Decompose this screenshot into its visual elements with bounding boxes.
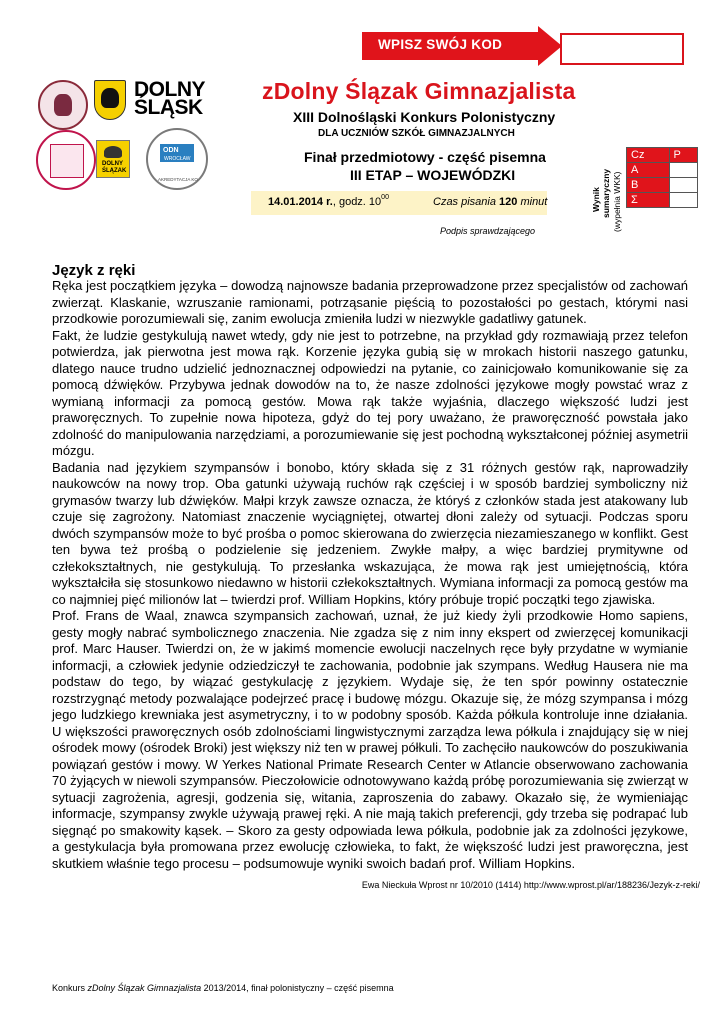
figure-icon — [50, 144, 84, 178]
score-cell-a[interactable] — [669, 163, 697, 178]
minutes-sup: 00 — [381, 194, 389, 201]
mascot-icon — [104, 146, 122, 158]
score-col-p: P — [669, 148, 697, 163]
score-col-cz: Cz — [627, 148, 670, 163]
paragraph: Badania nad językiem szympansów i bonobo, który składa się z 31 różnych gestów rąk, naprowadziły naukowców na nowy trop. Oba gatunki używają ruchów rąk częściej i w sposób bardziej symboliczny niż grymasów twarzy lub dźwięków. Małpi krzyk zawsze oznacza, że któryś z członków stada jest atakowany lub czuje się zagrożony. Natomiast znaczenie wyciągniętej, otwartej dłoni zależy od sytuacji. Podczas sporu dwóch szympansów może to być prośba o pomoc skierowana do zwierzęcia niezamieszanego w konflikt. Gest ten bywa też prośbą o podzielenie się jedzeniem. Zwykłe małpy, a więc bardziej prymitywne od człekokształtnych, nie gestykulują. To przesłanka wskazująca, że mowa rąk jest umiejętnością, która wykształciła się stosunkowo niedawno w historii człekokształtnych. Wymiana informacji za pomocą gestów ma co najmniej pięć milionów lat – twierdzi prof. William Hopkins, który próbuje tropić początki tego zjawiska. — [52, 459, 688, 607]
score-cell-b[interactable] — [669, 178, 697, 193]
code-input-box[interactable] — [560, 33, 684, 65]
exam-date — [268, 196, 389, 208]
odn-text: ODN — [163, 147, 179, 154]
score-label-line1: Wynik — [591, 187, 601, 212]
dolny-slazak-line2: ŚLĄZAK — [102, 168, 127, 174]
paragraph: Prof. Frans de Waal, znawca szympansich zachowań, uznał, że już kiedy żyli przodkowie Homo sapiens, gesty mogły nabrać symbolicznego znaczenia. Nie zgadza się z nim inny ekspert od zwierzęcej komunikacji prof. Marc Hauser. Twierdzi on, że w jakimś momencie ewolucji naczelnych ręce były przydatne w wymianie informacji, a człowiek jedynie odziedziczył te zachowania, podobnie jak szympans. Według Hausera nie ma podstaw do tego, by wiązać gestykulację z językiem. Wydaje się, że ten spór powinny ostatecznie rozstrzygnąć metody pozwalające podejrzeć pracę i budowę mózgu. Okazuje się, że mózg szympansa i mózg jego ludzkiego krewniaka jest asymetryczny, i to w podobny sposób. Każda półkula kontroluje inne działania. U większości praworęcznych osób zdolnościami lingwistycznymi zarządza lewa półkula i znajdujący się w niej ośrodek mowy (ośrodek Broki) jest większy niż ten w prawej półkuli. To zachęciło naukowców do poszukiwania powiązań gestów i mowy. W Yerkes National Primate Research Center w Atlancie obserwowano zachowania 70 żyjących w niewoli szympansów. Pieczołowicie odnotowywano każdą próbę porozumiewania się zwierząt w sytuacji zagrożenia, agresji, godzenia się, witania, zaproszenia do zabawy. Okazało się, że wymieniając informacje, szympansy zwykle używają prawej ręki. A nie mają takich preferencji, gdy trzeba się podrapać lub sięgnąć po smakowity kąsek. – Skoro za gesty odpowiada lewa półkula, podobnie jak za zdolności językowe, a gestykulacja była promowana przez ewolucję człowieka, to fakt, że większość ludzi jest praworęczna, jest skutkiem właśnie tego procesu – podsumowuje wyniki swoich badań prof. William Hopkins. — [52, 608, 688, 871]
paragraph: Ręka jest początkiem języka – dowodzą najnowsze badania przeprowadzone przez specjalistów od zachowań zwierząt. Klaskanie, wzruszanie ramionami, potrząsanie pięścią to pozostałości po gestach, którymi nasi przodkowie porozumiewali się, zanim ewolucja zmieniła ludzi w niezwykle gadatliwy gatunek. — [52, 278, 688, 326]
score-label-line3: (wypełnia WKK) — [612, 171, 622, 232]
score-cell-sum[interactable] — [669, 193, 697, 208]
duration-value: 120 — [499, 196, 518, 208]
article-source: Ewa Nieckuła Wprost nr 10/2010 (1414) http://www.wprost.pl/ar/188236/Jezyk-z-reki/ — [361, 880, 700, 890]
dolny-slask-logo-line2: ŚLĄSK — [134, 96, 203, 119]
paragraph: Fakt, że ludzie gestykulują nawet wtedy, gdy nie jest to potrzebne, na przykład gdy rozmawiają przez telefon potwierdza, jak pierwotna jest mowa rąk. Korzenie języka gubią się w mrokach historii naszego gatunku, dlatego nauce trudno udzielić jednoznacznej odpowiedzi na pytanie, co zainicjowało komunikowanie się za pomocą dźwięków. Przybywa jednak dowodów na to, że nasze zdolności językowe mogły powstać wraz z wymianą informacji za pomocą gestów. Mowa rąk także wyjaśnia, dlaczego większość ludzi jest praworęcznych. To zupełnie nowa hipoteza, gdyż do tej pory uważano, że praworęczność powstała jako zdolność do manipulowania narzędziami, a porozumiewanie się jest pochodną wykształconej później asymetrii mózgu. — [52, 327, 688, 458]
duration-prefix: Czas pisania — [433, 196, 500, 208]
dolny-slazak-line1: DOLNY — [102, 161, 123, 167]
dolny-slask-logo-line1: DOLNY — [134, 78, 205, 101]
checker-signature-label: Podpis sprawdzającego — [440, 226, 536, 236]
exam-duration — [433, 196, 547, 208]
odn-caption: AKREDYTACJA KO — [158, 177, 198, 182]
seal-figure-icon — [54, 94, 72, 116]
page-footer — [52, 983, 394, 993]
score-row-b: B — [627, 178, 670, 193]
odn-subtext: WROCŁAW — [164, 156, 191, 162]
code-banner-arrow — [538, 26, 562, 66]
footer-suffix: 2013/2014, finał polonistyczny – część pisemna — [201, 983, 394, 993]
final-heading: Finał przedmiotowy - część pisemna — [304, 149, 546, 165]
code-banner-label: WPISZ SWÓJ KOD — [378, 37, 503, 52]
score-row-a: A — [627, 163, 670, 178]
score-label-line2: sumaryczny — [601, 168, 611, 218]
page-title: zDolny Ślązak Gimnazjalista — [262, 78, 576, 104]
score-table — [626, 147, 698, 208]
score-row-sum: Σ — [627, 193, 670, 208]
eagle-icon — [101, 88, 119, 108]
article-title: Język z ręki — [52, 262, 136, 279]
time-of-day: , godz. 10 — [332, 196, 382, 208]
audience-line: DLA UCZNIÓW SZKÓŁ GIMNAZJALNYCH — [318, 128, 515, 139]
contest-name: XIII Dolnośląski Konkurs Polonistyczny — [293, 109, 556, 125]
stage-heading: III ETAP – WOJEWÓDZKI — [350, 167, 516, 183]
article-body — [52, 278, 688, 872]
date-value: 14.01.2014 r. — [268, 196, 333, 208]
footer-contest: zDolny Ślązak Gimnazjalista — [87, 983, 202, 993]
duration-suffix: minut — [517, 196, 548, 208]
footer-prefix: Konkurs — [52, 983, 88, 993]
